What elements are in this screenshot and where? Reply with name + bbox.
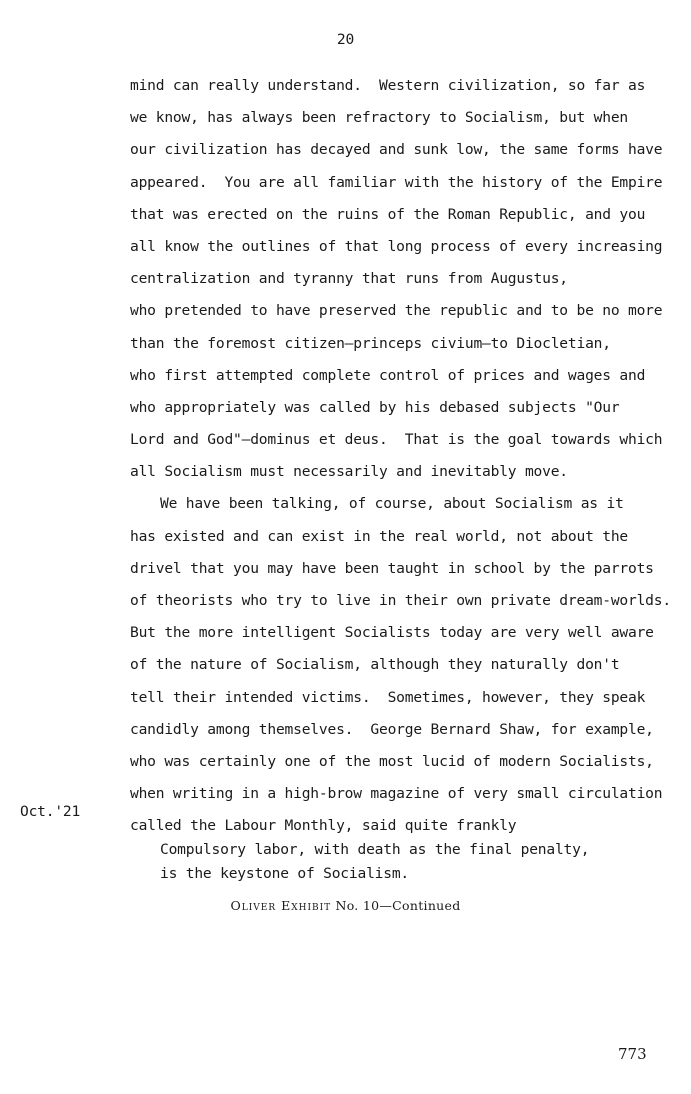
text-line: our civilization has decayed and sunk low, the same forms have <box>130 141 663 159</box>
page-number-top: 20 <box>336 31 355 48</box>
text-line: tell their intended victims. Sometimes, however, they speak <box>130 688 646 706</box>
text-line: when writing in a high-brow magazine of very small circulation <box>130 785 663 803</box>
block-quote <box>160 838 589 886</box>
text-line: who appropriately was called by his debased subjects "Our <box>130 398 620 416</box>
quote-line: is the keystone of Socialism. <box>160 865 409 882</box>
text-line: who was certainly one of the most lucid of modern Socialists, <box>130 752 654 770</box>
text-line: of theorists who try to live in their own private dream-worlds. <box>130 592 671 609</box>
margin-note: Oct.'21 <box>20 803 81 820</box>
text-line: We have been talking, of course, about Socialism as it <box>160 495 624 513</box>
text-line: Lord and God"—dominus et deus. That is the goal towards which <box>130 431 663 449</box>
body-text <box>130 70 670 843</box>
text-line: centralization and tyranny that runs from Augustus, <box>130 270 568 288</box>
text-line: has existed and can exist in the real world, not about the <box>130 527 628 545</box>
text-line: called the Labour Monthly, said quite frankly <box>130 817 517 835</box>
exhibit-number: No. 10—Continued <box>335 898 461 913</box>
exhibit-label: Oliver Exhibit <box>230 898 332 913</box>
text-line: mind can really understand. Western civilization, so far as <box>130 77 646 94</box>
text-line: of the nature of Socialism, although they naturally don't <box>130 656 620 674</box>
text-line: all Socialism must necessarily and inevitably move. <box>130 463 568 481</box>
text-line: appeared. You are all familiar with the history of the Empire <box>130 173 663 191</box>
text-line: all know the outlines of that long process of every increasing <box>130 237 663 255</box>
text-line: who pretended to have preserved the republic and to be no more <box>130 302 663 320</box>
text-line: candidly among themselves. George Bernard Shaw, for example, <box>130 720 654 738</box>
text-line: who first attempted complete control of prices and wages and <box>130 366 646 384</box>
text-line: that was erected on the ruins of the Roman Republic, and you <box>130 205 646 223</box>
text-line: drivel that you may have been taught in school by the parrots <box>130 559 654 577</box>
text-line: we know, has always been refractory to Socialism, but when <box>130 109 628 127</box>
page-number-bottom: 773 <box>618 1045 647 1063</box>
text-line: But the more intelligent Socialists today are very well aware <box>130 624 654 642</box>
exhibit-caption <box>0 898 691 913</box>
quote-line: Compulsory labor, with death as the final penalty, <box>160 841 590 858</box>
text-line: than the foremost citizen—princeps civium—to Diocletian, <box>130 334 611 352</box>
